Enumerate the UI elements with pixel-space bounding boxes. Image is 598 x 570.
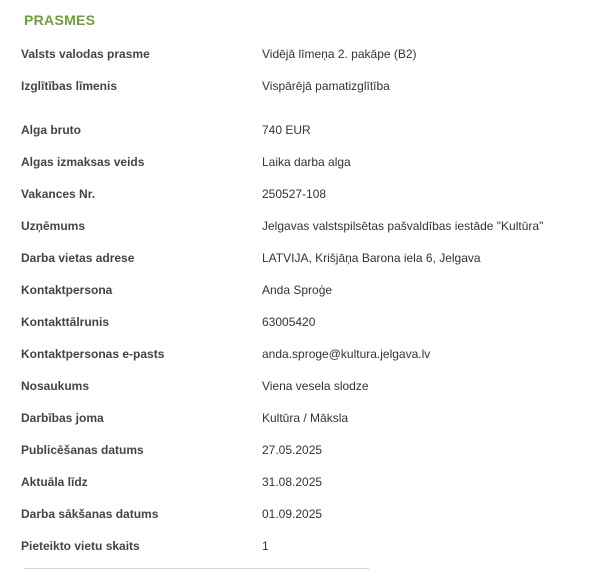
row-label: Alga bruto bbox=[21, 123, 81, 137]
row-label: Darbības joma bbox=[21, 411, 104, 425]
row-label: Vakances Nr. bbox=[21, 187, 96, 201]
row-kontakttalrunis bbox=[0, 312, 598, 332]
row-value: Jelgavas valstspilsētas pašvaldības iestāde "Kultūra" bbox=[262, 219, 544, 233]
row-algas-izmaksas-veids bbox=[0, 152, 598, 172]
row-izglitibas-limenis bbox=[0, 76, 598, 96]
row-label: Uzņēmums bbox=[21, 219, 86, 233]
row-label: Darba sākšanas datums bbox=[21, 507, 159, 521]
row-uznemums bbox=[0, 216, 598, 236]
row-value: Laika darba alga bbox=[262, 155, 351, 169]
row-kontaktpersona bbox=[0, 280, 598, 300]
row-label: Darba vietas adrese bbox=[21, 251, 135, 265]
row-value: 01.09.2025 bbox=[262, 507, 323, 521]
row-publicesanas-datums bbox=[0, 440, 598, 460]
row-value: 1 bbox=[262, 539, 269, 553]
row-value: Anda Sproģe bbox=[262, 283, 333, 297]
row-value: anda.sproge@kultura.jelgava.lv bbox=[262, 347, 431, 361]
row-darbibas-joma bbox=[0, 408, 598, 428]
row-value: 63005420 bbox=[262, 315, 316, 329]
row-value: Viena vesela slodze bbox=[262, 379, 369, 393]
row-valsts-valodas-prasme bbox=[0, 44, 598, 64]
row-label: Algas izmaksas veids bbox=[21, 155, 145, 169]
row-value: 31.08.2025 bbox=[262, 475, 323, 489]
row-label: Valsts valodas prasme bbox=[21, 47, 150, 61]
row-label: Pieteikto vietu skaits bbox=[21, 539, 140, 553]
section-title: PRASMES bbox=[24, 12, 96, 28]
row-kontaktpersonas-epasts bbox=[0, 344, 598, 364]
row-label: Kontaktpersona bbox=[21, 283, 113, 297]
row-value: LATVIJA, Krišjāņa Barona iela 6, Jelgava bbox=[262, 251, 481, 265]
row-nosaukums bbox=[0, 376, 598, 396]
row-value: Vidējā līmeņa 2. pakāpe (B2) bbox=[262, 47, 417, 61]
bottom-divider bbox=[24, 568, 369, 569]
row-alga-bruto bbox=[0, 120, 598, 140]
row-label: Nosaukums bbox=[21, 379, 90, 393]
row-value: Vispārējā pamatizglītība bbox=[262, 79, 390, 93]
row-value: Kultūra / Māksla bbox=[262, 411, 349, 425]
row-value: 27.05.2025 bbox=[262, 443, 323, 457]
row-value: 740 EUR bbox=[262, 123, 311, 137]
row-vakances-nr bbox=[0, 184, 598, 204]
row-label: Publicēšanas datums bbox=[21, 443, 144, 457]
row-label: Izglītības līmenis bbox=[21, 79, 118, 93]
row-value: 250527-108 bbox=[262, 187, 327, 201]
row-darba-vietas-adrese bbox=[0, 248, 598, 268]
row-label: Aktuāla līdz bbox=[21, 475, 88, 489]
row-label: Kontaktpersonas e-pasts bbox=[21, 347, 165, 361]
row-darba-saksanas-datums bbox=[0, 504, 598, 524]
row-aktuala-lidz bbox=[0, 472, 598, 492]
row-label: Kontakttālrunis bbox=[21, 315, 110, 329]
row-pieteikto-vietu-skaits bbox=[0, 536, 598, 556]
